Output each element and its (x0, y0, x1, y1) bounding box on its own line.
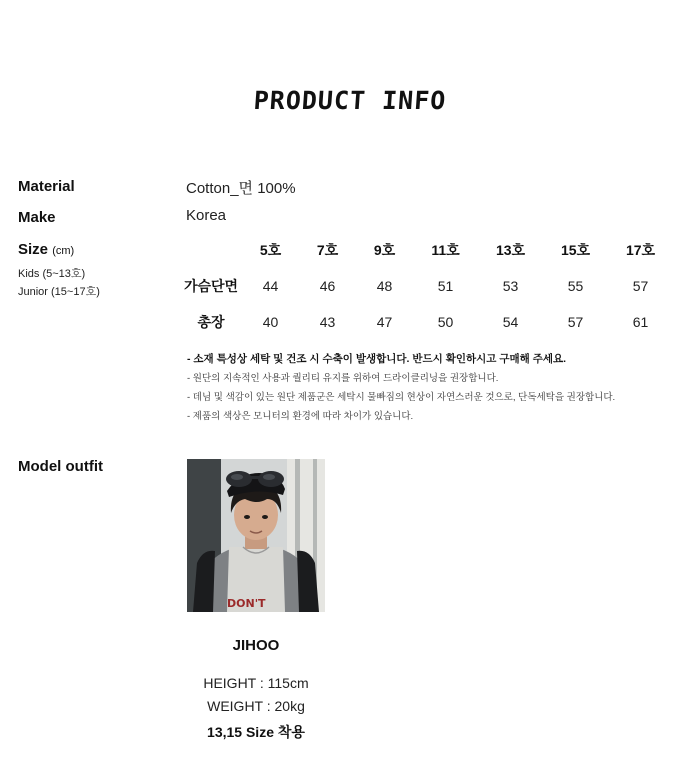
model-photo (187, 459, 325, 612)
table-row (180, 268, 673, 304)
table-cell: 54 (502, 314, 519, 330)
care-note-warning: - 소재 특성상 세탁 및 건조 시 수축이 발생합니다. 반드시 확인하시고 구매해 주세요. (187, 353, 567, 365)
size-header-row (180, 232, 673, 268)
size-table (180, 232, 673, 340)
size-label (18, 241, 74, 258)
table-cell: 55 (567, 278, 584, 294)
row-header-length: 총장 (197, 314, 225, 330)
make-label: Make (18, 209, 56, 226)
table-cell: 61 (632, 314, 649, 330)
page-title: PRODUCT INFO (252, 86, 448, 115)
model-outfit-label: Model outfit (18, 458, 103, 475)
care-notes (187, 350, 615, 426)
table-cell: 51 (437, 278, 454, 294)
make-value: Korea (186, 207, 227, 224)
model-photo-illustration (187, 459, 325, 612)
table-cell: 40 (262, 314, 279, 330)
size-kids-range: Kids (5~13호) (18, 268, 86, 280)
care-note: - 데님 및 색감이 있는 원단 제품군은 세탁시 물빠짐의 현상이 자연스러운 것으로, 단독세탁을 권장합니다. (187, 392, 616, 403)
model-height: HEIGHT : 115cm (203, 675, 309, 691)
model-name: JIHOO (232, 637, 280, 654)
table-cell: 48 (376, 278, 393, 294)
table-cell: 43 (319, 314, 336, 330)
table-row (180, 304, 673, 340)
table-cell: 53 (502, 278, 519, 294)
shirt-print-text: DON'T (227, 597, 266, 610)
size-col-header: 5호 (259, 242, 282, 258)
size-label-text: Size (18, 241, 49, 258)
table-cell: 57 (567, 314, 584, 330)
size-col-header: 17호 (625, 242, 656, 258)
table-cell: 47 (376, 314, 393, 330)
size-header-blank (180, 232, 242, 268)
table-cell: 44 (262, 278, 279, 294)
size-col-header: 9호 (373, 242, 396, 258)
table-cell: 46 (319, 278, 336, 294)
size-col-header: 11호 (431, 242, 460, 258)
material-label: Material (18, 178, 75, 195)
table-cell: 57 (632, 278, 649, 294)
size-junior-range: Junior (15~17호) (18, 286, 100, 298)
size-col-header: 15호 (560, 242, 591, 258)
model-size-worn: 13,15 Size 착용 (207, 724, 305, 740)
size-unit: (cm) (52, 245, 75, 257)
care-note: - 제품의 색상은 모니터의 환경에 따라 차이가 있습니다. (187, 411, 414, 422)
row-header-chest: 가슴단면 (183, 278, 239, 294)
material-value: Cotton_면 100% (186, 180, 296, 197)
care-note: - 원단의 지속적인 사용과 퀄리티 유지를 위하여 드라이클리닝을 권장합니다. (187, 373, 499, 384)
model-weight: WEIGHT : 20kg (207, 698, 305, 714)
table-cell: 50 (437, 314, 454, 330)
size-col-header: 7호 (316, 242, 339, 258)
size-col-header: 13호 (495, 242, 526, 258)
